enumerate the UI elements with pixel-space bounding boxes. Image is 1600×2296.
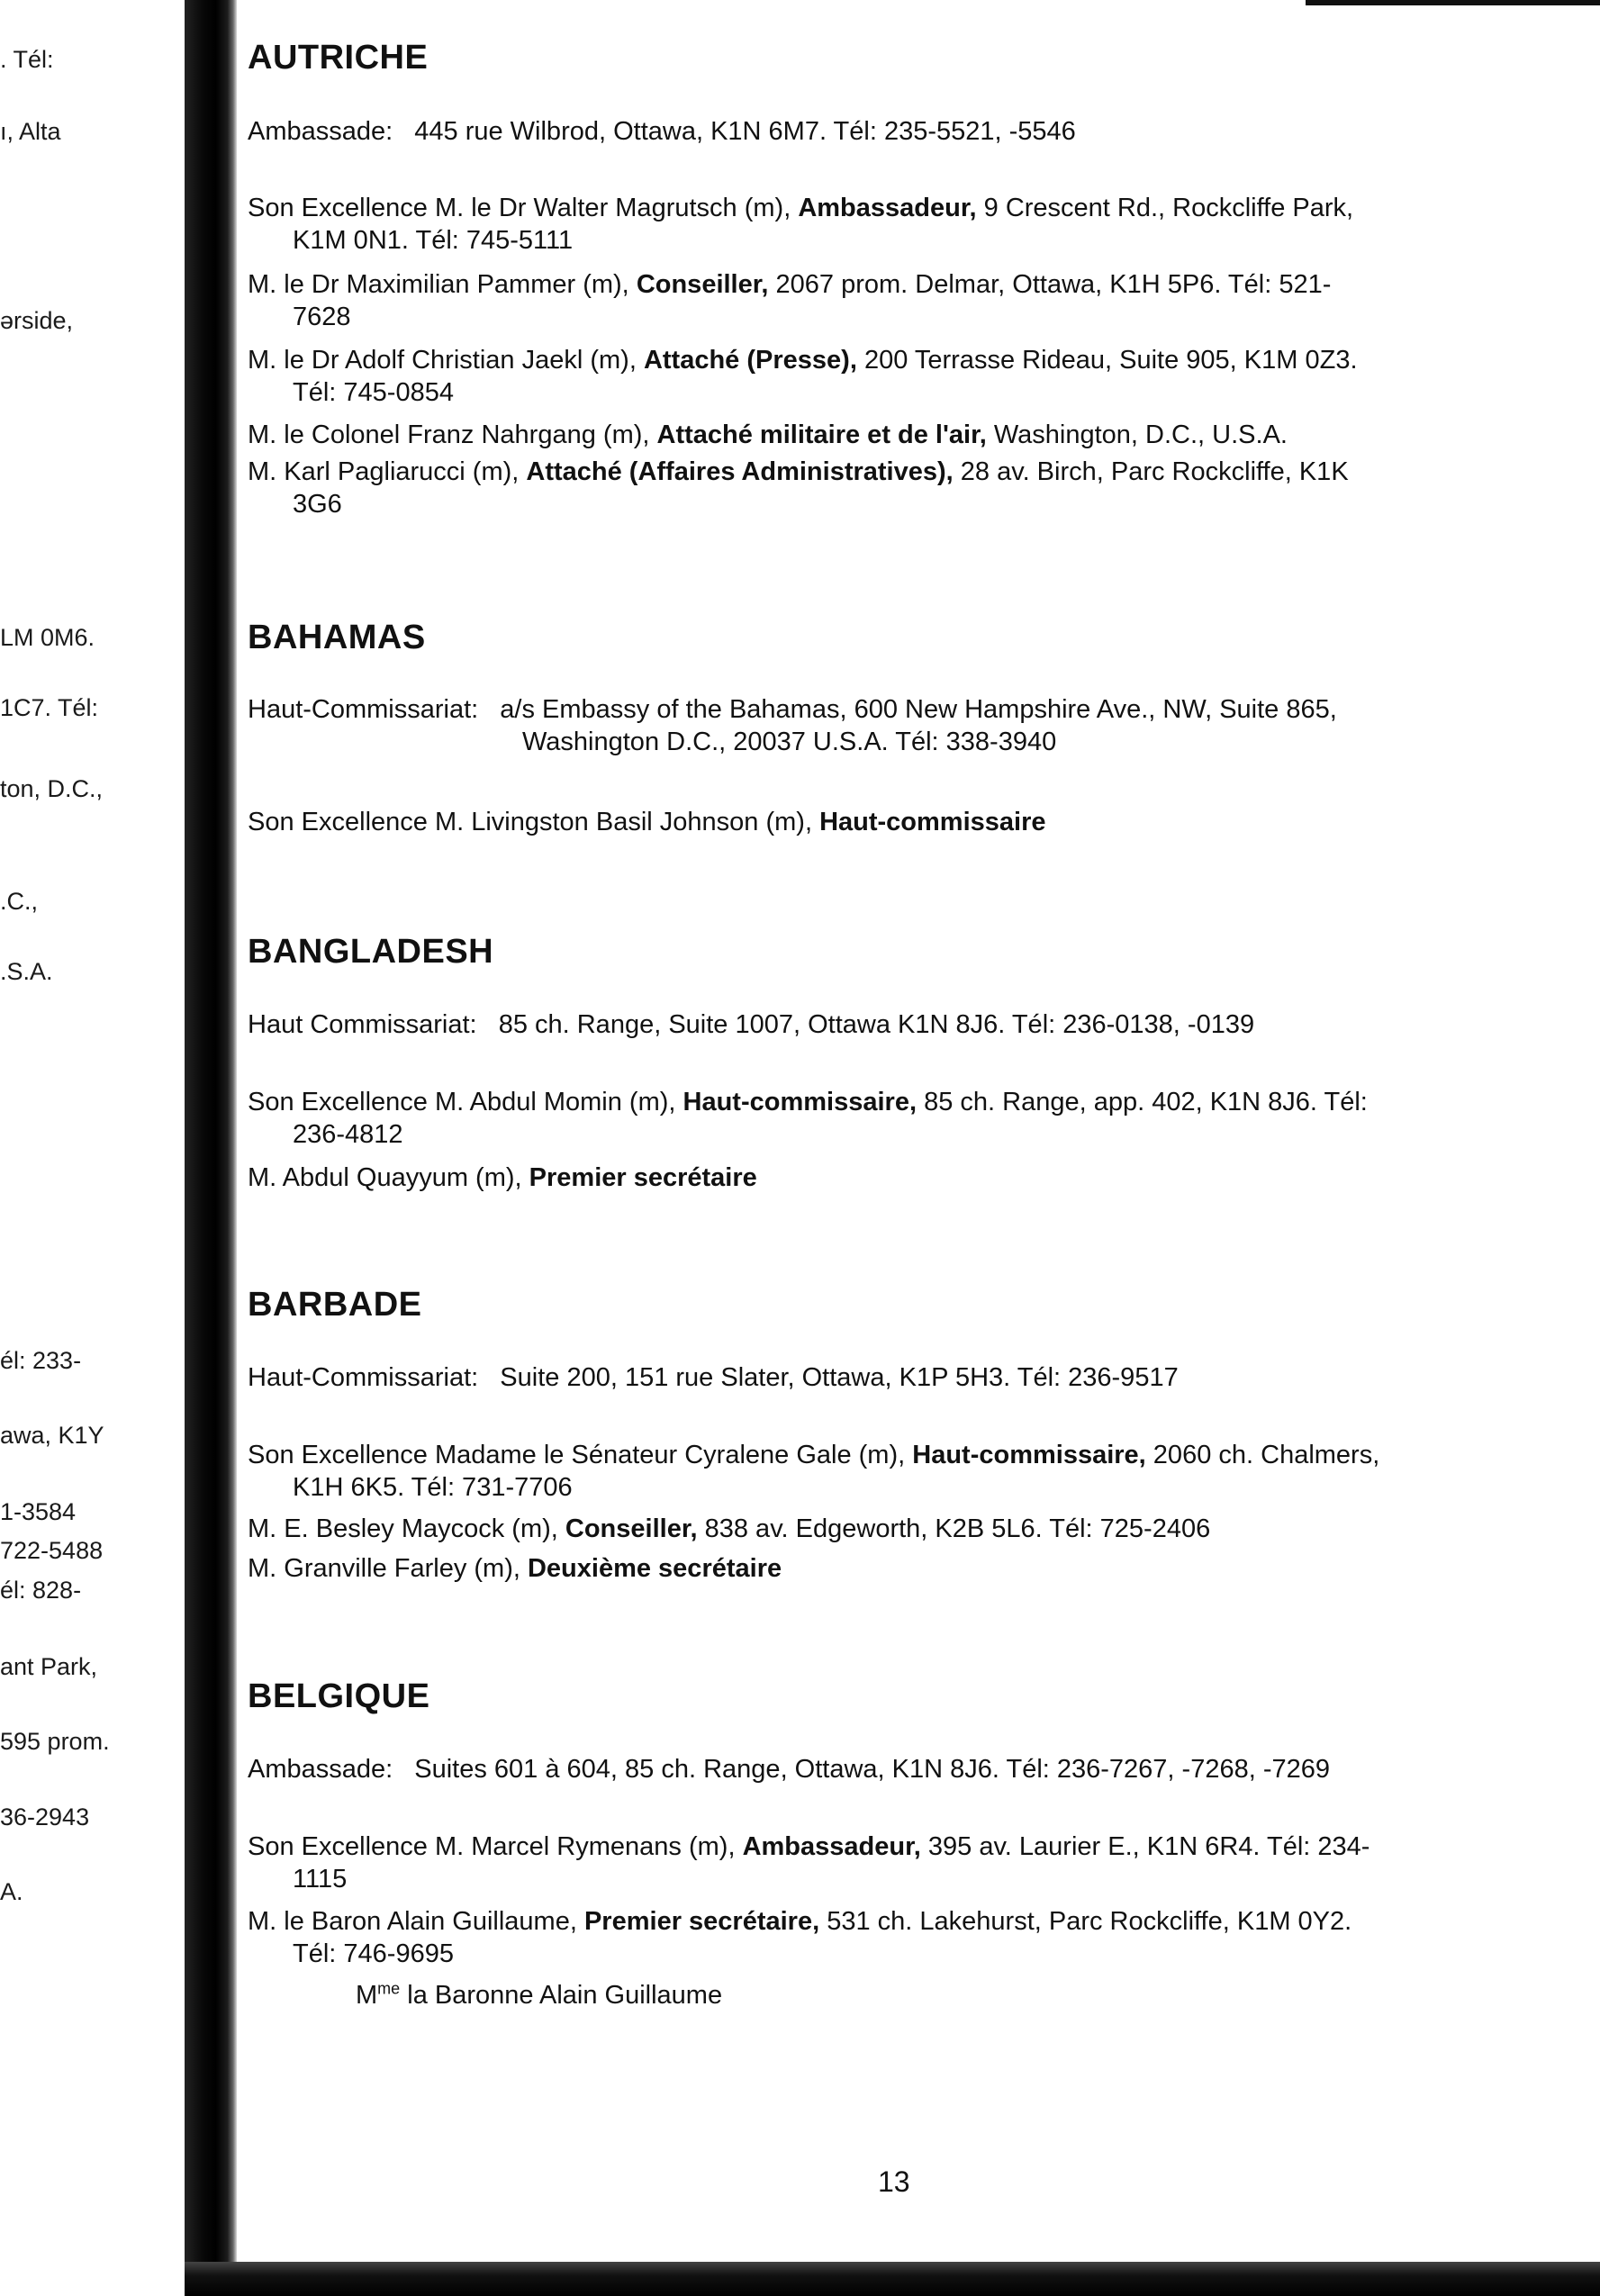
page-bottom-edge — [185, 2262, 1600, 2296]
left-page-fragment: .C., — [0, 888, 39, 915]
person-title: Ambassadeur, — [798, 194, 977, 222]
honorific: M — [356, 1981, 378, 2010]
office-address-cont: Washington D.C., 20037 U.S.A. Tél: 338-3940 — [522, 728, 1057, 756]
staff-entry — [248, 419, 1544, 451]
person-address-cont: Tél: 745-0854 — [293, 378, 454, 407]
section-heading-belgique: BELGIQUE — [248, 1677, 430, 1715]
person-name: la Baronne Alain Guillaume — [400, 1981, 723, 2010]
staff-entry — [248, 268, 1544, 333]
office-line-bangladesh — [248, 1008, 1544, 1041]
staff-entry — [248, 1513, 1544, 1545]
person-address-cont: K1M 0N1. Tél: 745-5111 — [293, 226, 574, 255]
honorific-superscript: me — [377, 1979, 401, 1998]
person-title: Haut-commissaire, — [682, 1088, 918, 1116]
office-line-belgique — [248, 1753, 1544, 1785]
person-title: Attaché militaire et de l'air, — [656, 420, 987, 449]
office-line-bahamas — [248, 693, 1544, 756]
left-page-fragment: . Tél: — [0, 46, 54, 73]
staff-entry — [248, 1830, 1544, 1895]
staff-entry — [248, 1905, 1544, 1970]
spouse-entry — [248, 1979, 1544, 2011]
person-address: 838 av. Edgeworth, K2B 5L6. Tél: 725-2406 — [697, 1514, 1211, 1543]
left-page-fragment: él: 233- — [0, 1347, 82, 1374]
person-title: Ambassadeur, — [742, 1832, 921, 1861]
office-label: Haut-Commissariat: — [248, 695, 479, 724]
left-page-fragment: ı, Alta — [0, 118, 61, 145]
person-address-cont: 7628 — [293, 303, 351, 331]
left-page-fragment: .S.A. — [0, 958, 53, 985]
left-page-fragment: 1-3584 — [0, 1498, 77, 1525]
page-number: 13 — [878, 2165, 910, 2198]
person-address: 85 ch. Range, app. 402, K1N 8J6. Tél: — [917, 1088, 1368, 1116]
person-title: Haut-commissaire, — [912, 1441, 1146, 1469]
left-facing-page — [0, 0, 185, 2296]
staff-entry — [248, 1162, 1544, 1194]
section-heading-bahamas: BAHAMAS — [248, 619, 426, 656]
office-label: Haut Commissariat: — [248, 1010, 477, 1039]
section-heading-autriche: AUTRICHE — [248, 39, 429, 77]
person-name: M. le Baron Alain Guillaume, — [248, 1907, 584, 1936]
person-address: 395 av. Laurier E., K1N 6R4. Tél: 234- — [920, 1832, 1370, 1861]
person-title: Attaché (Affaires Administratives), — [526, 457, 954, 486]
staff-entry — [248, 1086, 1544, 1151]
person-name: M. le Dr Maximilian Pammer (m), — [248, 270, 637, 299]
person-address-cont: K1H 6K5. Tél: 731-7706 — [293, 1473, 573, 1502]
staff-entry — [248, 1439, 1544, 1504]
left-page-fragment: ərside, — [0, 307, 74, 334]
person-title: Attaché (Presse), — [643, 346, 857, 375]
left-page-fragment: A. — [0, 1878, 23, 1905]
book-binding-gutter — [185, 0, 237, 2296]
person-address-cont: 1115 — [293, 1865, 348, 1894]
left-page-fragment: ant Park, — [0, 1653, 98, 1680]
section-heading-bangladesh: BANGLADESH — [248, 933, 494, 971]
person-address: 28 av. Birch, Parc Rockcliffe, K1K — [953, 457, 1349, 486]
office-address: 445 rue Wilbrod, Ottawa, K1N 6M7. Tél: 235-5521, -5546 — [414, 117, 1076, 146]
office-line-barbade — [248, 1361, 1544, 1394]
office-label: Ambassade: — [248, 1755, 393, 1784]
person-title: Haut-commissaire — [819, 808, 1046, 836]
person-name: M. Abdul Quayyum (m), — [248, 1163, 529, 1192]
left-page-fragment: 595 prom. — [0, 1728, 110, 1755]
person-address: Washington, D.C., U.S.A. — [986, 420, 1288, 449]
staff-entry — [248, 192, 1544, 257]
person-name: M. Karl Pagliarucci (m), — [248, 457, 527, 486]
person-name: M. le Colonel Franz Nahrgang (m), — [248, 420, 657, 449]
office-label: Ambassade: — [248, 117, 393, 146]
person-name: M. Granville Farley (m), — [248, 1554, 528, 1583]
office-line-autriche — [248, 115, 1544, 148]
person-title: Premier secrétaire — [529, 1163, 757, 1192]
staff-entry — [248, 1552, 1544, 1585]
office-address: a/s Embassy of the Bahamas, 600 New Hampshire Ave., NW, Suite 865, — [500, 695, 1337, 724]
person-address-cont: 3G6 — [293, 490, 342, 519]
person-name: Son Excellence M. Marcel Rymenans (m), — [248, 1832, 743, 1861]
person-title: Deuxième secrétaire — [527, 1554, 782, 1583]
person-address-cont: Tél: 746-9695 — [293, 1939, 454, 1968]
office-address: 85 ch. Range, Suite 1007, Ottawa K1N 8J6. Tél: 236-0138, -0139 — [498, 1010, 1255, 1039]
person-title: Conseiller, — [636, 270, 769, 299]
person-address-cont: 236-4812 — [293, 1120, 403, 1149]
person-address: 531 ch. Lakehurst, Parc Rockcliffe, K1M 0Y2. — [819, 1907, 1352, 1936]
person-name: Son Excellence Madame le Sénateur Cyralene Gale (m), — [248, 1441, 913, 1469]
staff-entry — [248, 456, 1544, 520]
directory-page — [248, 0, 1562, 2255]
left-page-fragment: awa, K1Y — [0, 1422, 104, 1449]
left-page-fragment: LM 0M6. — [0, 624, 95, 651]
staff-entry — [248, 806, 1544, 838]
person-title: Conseiller, — [565, 1514, 698, 1543]
person-name: Son Excellence M. le Dr Walter Magrutsch (m), — [248, 194, 799, 222]
office-address: Suites 601 à 604, 85 ch. Range, Ottawa, K1N 8J6. Tél: 236-7267, -7268, -7269 — [414, 1755, 1331, 1784]
left-page-fragment: ton, D.C., — [0, 775, 104, 802]
office-address: Suite 200, 151 rue Slater, Ottawa, K1P 5H3. Tél: 236-9517 — [500, 1363, 1179, 1392]
left-page-fragment: 722-5488 — [0, 1537, 104, 1564]
person-title: Premier secrétaire, — [583, 1907, 820, 1936]
person-address: 9 Crescent Rd., Rockcliffe Park, — [976, 194, 1354, 222]
section-heading-barbade: BARBADE — [248, 1286, 422, 1324]
person-name: Son Excellence M. Abdul Momin (m), — [248, 1088, 683, 1116]
staff-entry — [248, 344, 1544, 409]
person-name: Son Excellence M. Livingston Basil Johnson (m), — [248, 808, 820, 836]
left-page-fragment: 36-2943 — [0, 1803, 90, 1830]
person-name: M. le Dr Adolf Christian Jaekl (m), — [248, 346, 644, 375]
left-page-fragment: él: 828- — [0, 1577, 82, 1604]
person-address: 2060 ch. Chalmers, — [1145, 1441, 1380, 1469]
office-label: Haut-Commissariat: — [248, 1363, 479, 1392]
person-address: 200 Terrasse Rideau, Suite 905, K1M 0Z3. — [856, 346, 1358, 375]
person-address: 2067 prom. Delmar, Ottawa, K1H 5P6. Tél: 521- — [768, 270, 1332, 299]
person-name: M. E. Besley Maycock (m), — [248, 1514, 565, 1543]
left-page-fragment: 1C7. Tél: — [0, 694, 99, 721]
